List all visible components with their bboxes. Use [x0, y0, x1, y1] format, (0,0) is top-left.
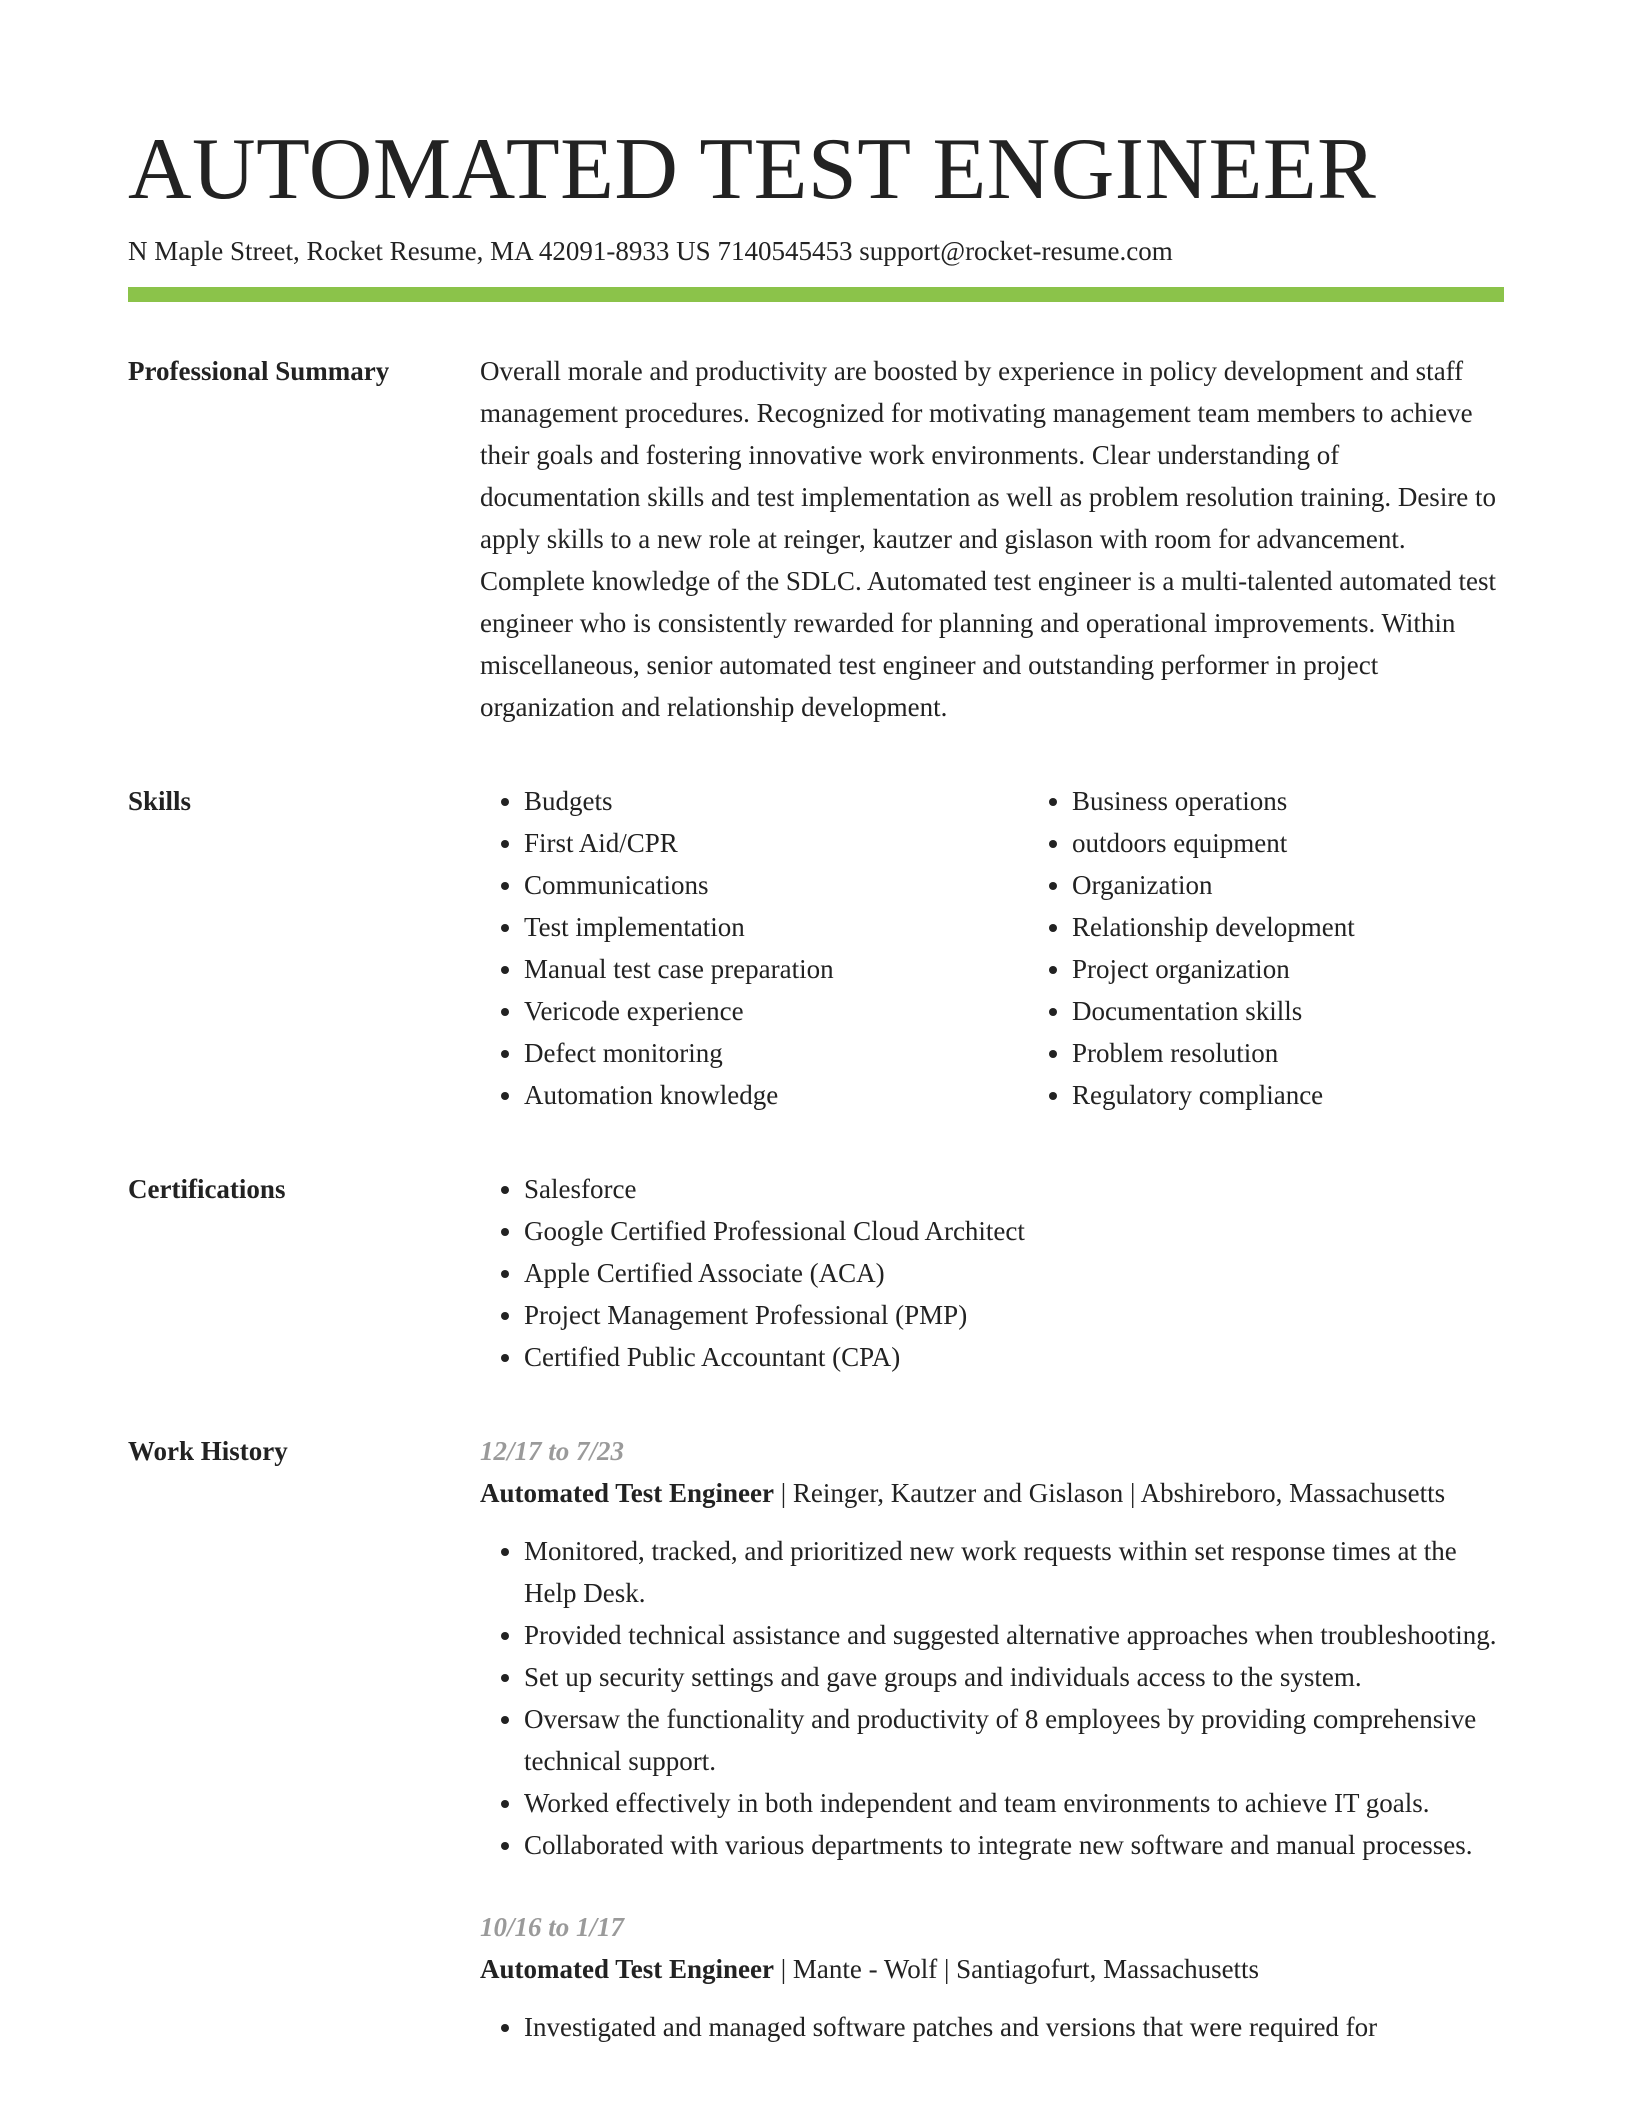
skill-item: • outdoors equipment: [1072, 822, 1504, 864]
job-bullet: • Investigated and managed software patches and versions that were required for: [524, 2006, 1504, 2048]
job-bullet: • Oversaw the functionality and productivity of 8 employees by providing comprehensive technical support.: [524, 1698, 1504, 1782]
skill-item: • Project organization: [1072, 948, 1504, 990]
job-entry: [480, 1430, 1504, 1866]
job-bullets: [480, 1530, 1504, 1866]
skill-item: • Problem resolution: [1072, 1032, 1504, 1074]
skill-item: • Budgets: [524, 780, 1028, 822]
job-bullet: • Provided technical assistance and suggested alternative approaches when troubleshooting.: [524, 1614, 1504, 1656]
skill-item: • First Aid/CPR: [524, 822, 1028, 864]
candidate-name: AUTOMATED TEST ENGINEER: [128, 121, 1377, 218]
email: support@rocket-resume.com: [859, 236, 1173, 266]
summary-text: Overall morale and productivity are boosted by experience in policy development and staff management procedures. Recognized for motivating management team members to achieve their goals and fostering innovative work environments. Clear understanding of documentation skills and test implementation as well as problem resolution training. Desire to apply skills to a new role at reinger, kautzer and gislason with room for advancement. Complete knowledge of the SDLC. Automated test engineer is a multi-talented automated test engineer who is consistently rewarded for planning and operational improvements. Within miscellaneous, senior automated test engineer and outstanding performer in project organization and relationship development.: [480, 356, 1497, 722]
job-details: | Mante - Wolf | Santiagofurt, Massachusetts: [774, 1954, 1260, 1984]
skills-section: [128, 780, 1504, 1116]
certifications-list: [480, 1168, 1504, 1378]
job-dates: 12/17 to 7/23: [480, 1436, 625, 1466]
skill-item: • Documentation skills: [1072, 990, 1504, 1032]
skill-item: • Communications: [524, 864, 1028, 906]
job-details: | Reinger, Kautzer and Gislason | Abshireboro, Massachusetts: [774, 1478, 1446, 1508]
skill-item: • Regulatory compliance: [1072, 1074, 1504, 1116]
job-title: Automated Test Engineer: [480, 1954, 775, 1984]
accent-divider: [128, 287, 1504, 302]
job-bullets: [480, 2006, 1504, 2048]
skill-item: • Business operations: [1072, 780, 1504, 822]
job-dates: 10/16 to 1/17: [480, 1912, 625, 1942]
skill-item: • Automation knowledge: [524, 1074, 1028, 1116]
skill-item: • Manual test case preparation: [524, 948, 1028, 990]
phone: 7140545453: [717, 236, 853, 266]
job-title: Automated Test Engineer: [480, 1478, 775, 1508]
skills-list-right: [1028, 780, 1504, 1116]
job-bullet: • Worked effectively in both independent and team environments to achieve IT goals.: [524, 1782, 1504, 1824]
job-heading: [480, 1472, 1504, 1514]
job-bullet: • Monitored, tracked, and prioritized new work requests within set response times at the Help Desk.: [524, 1530, 1504, 1614]
contact-line: [128, 232, 1504, 270]
work-history-section: [128, 1430, 1504, 2048]
certifications-section: [128, 1168, 1504, 1378]
skill-item: • Organization: [1072, 864, 1504, 906]
section-title-skills: Skills: [128, 786, 192, 816]
certification-item: • Google Certified Professional Cloud Architect: [524, 1210, 1504, 1252]
job-bullet: • Set up security settings and gave groups and individuals access to the system.: [524, 1656, 1504, 1698]
job-heading: [480, 1948, 1504, 1990]
skill-item: • Relationship development: [1072, 906, 1504, 948]
skill-item: • Vericode experience: [524, 990, 1028, 1032]
job-entry: [480, 1906, 1504, 2048]
certification-item: • Certified Public Accountant (CPA): [524, 1336, 1504, 1378]
section-title-summary: Professional Summary: [128, 356, 390, 386]
job-bullet: • Collaborated with various departments to integrate new software and manual processes.: [524, 1824, 1504, 1866]
certification-item: • Salesforce: [524, 1168, 1504, 1210]
skill-item: • Test implementation: [524, 906, 1028, 948]
resume-page: [128, 120, 1504, 2048]
section-title-work-history: Work History: [128, 1436, 288, 1466]
address: N Maple Street, Rocket Resume, MA 42091-8933 US: [128, 236, 711, 266]
section-title-certifications: Certifications: [128, 1174, 286, 1204]
skill-item: • Defect monitoring: [524, 1032, 1028, 1074]
certification-item: • Apple Certified Associate (ACA): [524, 1252, 1504, 1294]
certification-item: • Project Management Professional (PMP): [524, 1294, 1504, 1336]
summary-section: [128, 350, 1504, 728]
skills-list-left: [480, 780, 1028, 1116]
